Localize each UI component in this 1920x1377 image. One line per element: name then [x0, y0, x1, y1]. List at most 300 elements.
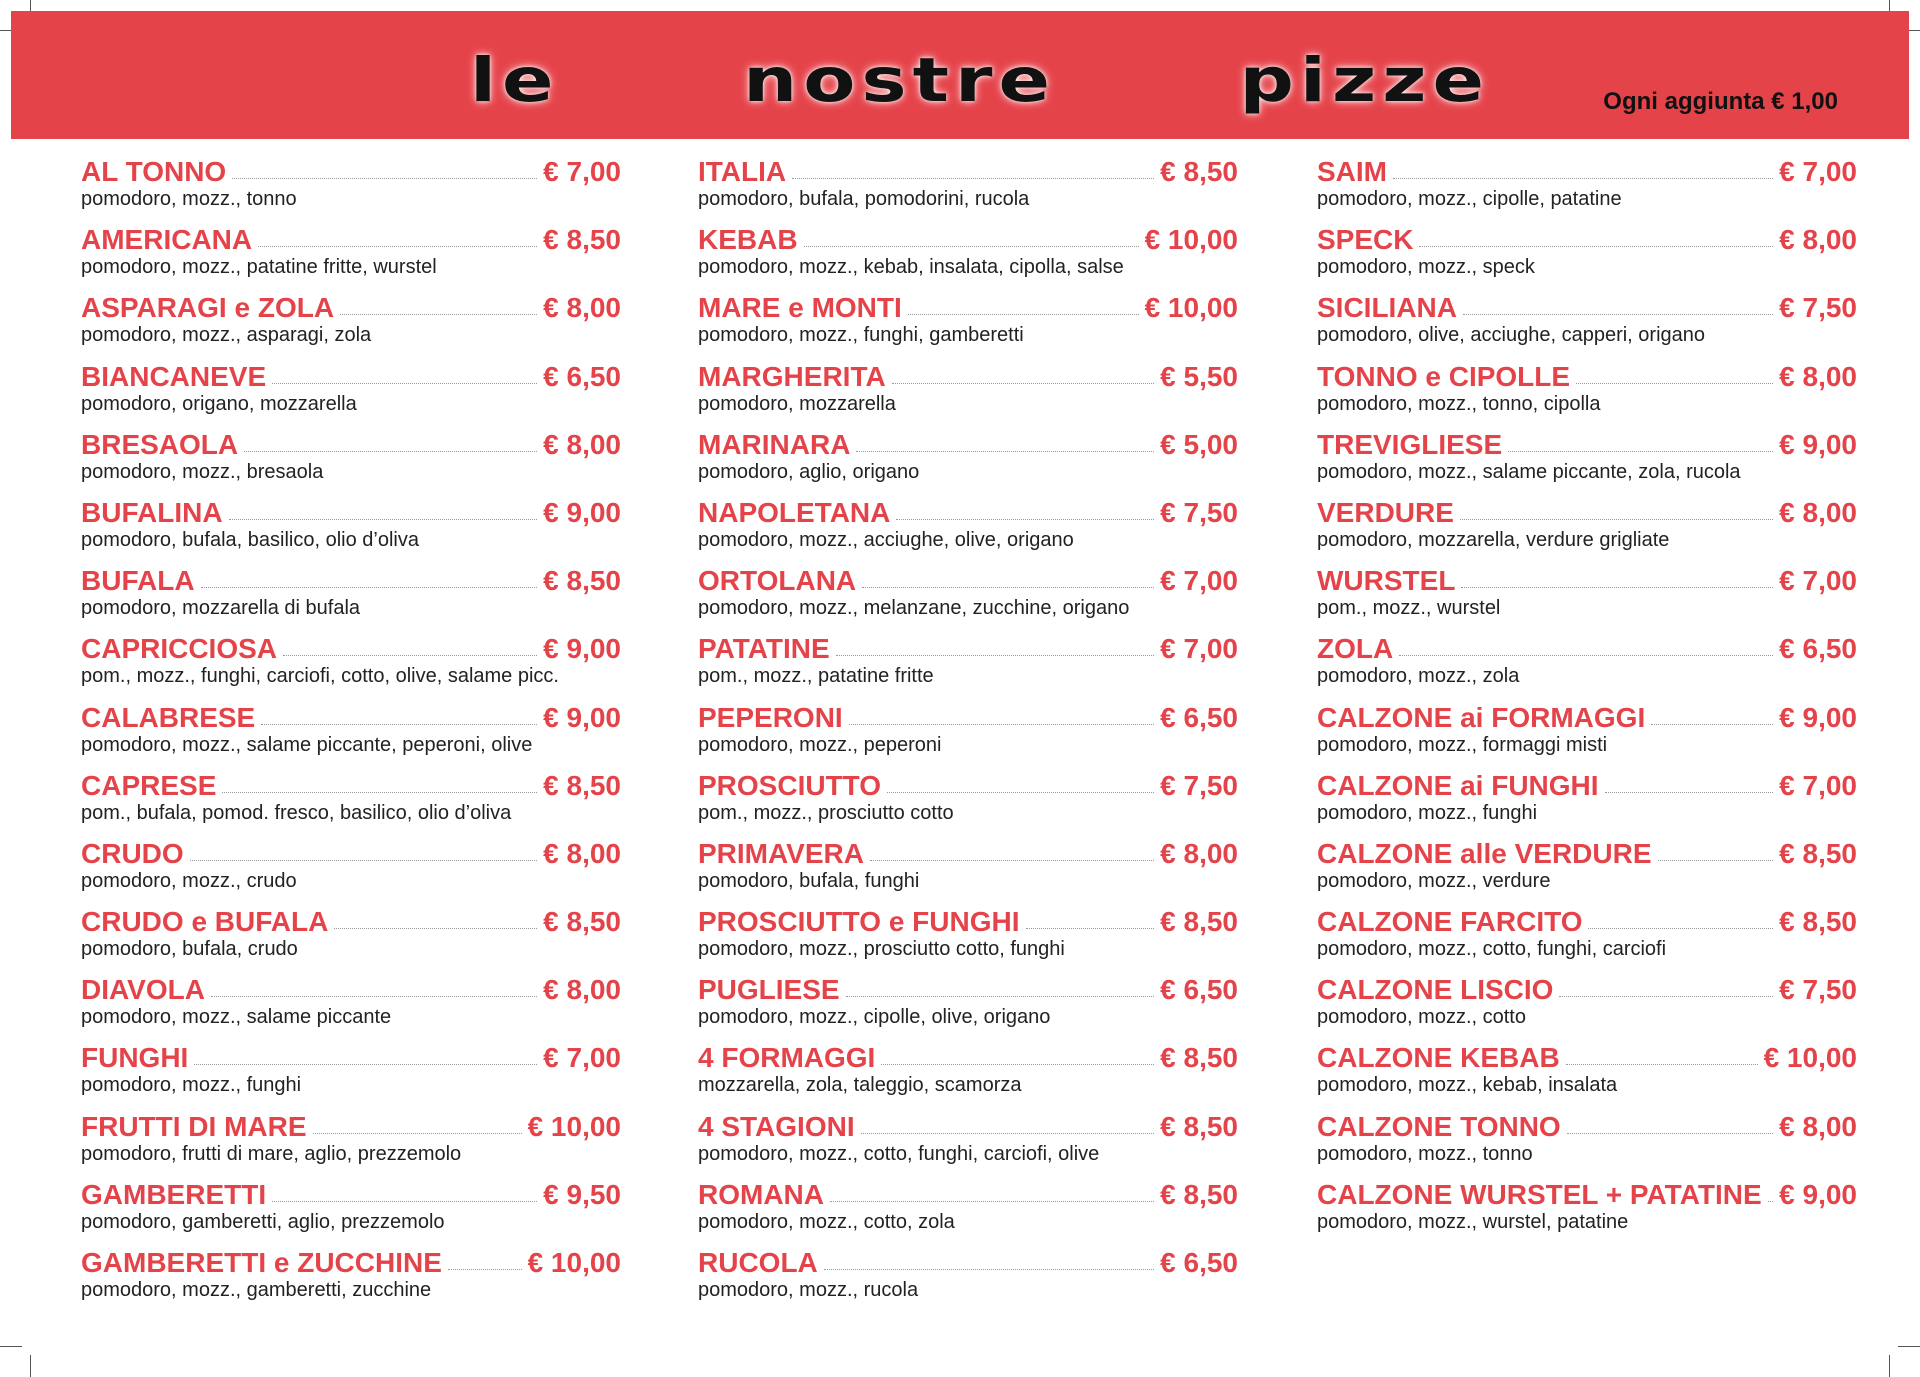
pizza-price: € 7,00 [1779, 156, 1857, 187]
menu-item-header [1317, 426, 1857, 460]
menu-item-header [698, 630, 1238, 664]
dot-leader [194, 1063, 537, 1065]
pizza-ingredients: pomodoro, mozz., funghi, gamberetti [698, 324, 1024, 347]
dot-leader [1566, 1063, 1758, 1065]
menu-item-header [698, 494, 1238, 528]
menu-item-header [698, 699, 1238, 733]
menu-item-header [698, 1176, 1238, 1210]
pizza-ingredients: pomodoro, mozz., bresaola [81, 460, 324, 483]
menu-item-header [1317, 358, 1857, 392]
pizza-name: PATATINE [698, 633, 830, 665]
pizza-price: € 6,50 [1160, 1247, 1238, 1278]
dot-leader [887, 791, 1154, 793]
menu-item-header [698, 426, 1238, 460]
dot-leader [1576, 382, 1773, 384]
dot-leader [1463, 313, 1773, 315]
crop-mark [0, 1346, 22, 1347]
pizza-name: CAPRESE [81, 769, 217, 801]
dot-leader [1567, 1132, 1773, 1134]
pizza-ingredients: pomodoro, mozz., cotto [1317, 1006, 1526, 1029]
menu-item [698, 699, 1238, 767]
pizza-name: BIANCANEVE [81, 360, 267, 392]
pizza-ingredients: pomodoro, mozz., wurstel, patatine [1317, 1210, 1629, 1233]
pizza-ingredients: pomodoro, mozz., cipolle, patatine [1317, 188, 1622, 210]
pizza-price: € 8,00 [1160, 837, 1238, 869]
menu-item-header [1317, 699, 1857, 733]
dot-leader [1658, 859, 1774, 861]
pizza-ingredients: pomodoro, mozz., salame piccante [81, 1006, 392, 1029]
pizza-name: VERDURE [1317, 496, 1454, 528]
crop-mark [30, 1355, 31, 1377]
pizza-ingredients: pomodoro, mozz., tonno [81, 188, 297, 210]
crop-mark [1898, 1346, 1920, 1347]
pizza-name: CALZONE TONNO [1317, 1110, 1561, 1142]
pizza-price: € 7,00 [543, 1042, 621, 1074]
dot-leader [870, 859, 1154, 861]
menu-item-header [698, 153, 1238, 187]
pizza-name: ZOLA [1317, 633, 1394, 665]
menu-item-header [698, 221, 1238, 255]
dot-leader [272, 382, 537, 384]
pizza-price: € 10,00 [527, 1247, 621, 1278]
pizza-name: MARGHERITA [698, 360, 886, 392]
pizza-name: 4 STAGIONI [698, 1110, 855, 1142]
pizza-ingredients: pom., mozz., wurstel [1317, 597, 1501, 620]
pizza-ingredients: pomodoro, mozz., crudo [81, 869, 297, 892]
pizza-name: AMERICANA [81, 224, 253, 256]
dot-leader [340, 313, 537, 315]
crop-mark [1889, 1355, 1890, 1377]
pizza-price: € 8,50 [543, 565, 621, 597]
pizza-ingredients: pomodoro, mozz., salame piccante, zola, rucola [1317, 460, 1741, 483]
menu-item-header [81, 971, 621, 1005]
pizza-price: € 7,00 [1160, 565, 1238, 597]
pizza-name: PUGLIESE [698, 974, 840, 1006]
pizza-ingredients: pomodoro, mozz., funghi [1317, 801, 1538, 824]
menu-item-header [1317, 153, 1857, 187]
menu-item-header [81, 1039, 621, 1073]
dot-leader [861, 1132, 1155, 1134]
menu-item-header [698, 289, 1238, 323]
pizza-price: € 5,50 [1160, 360, 1238, 392]
pizza-ingredients: pomodoro, frutti di mare, aglio, prezzemolo [81, 1142, 462, 1165]
dot-leader [261, 723, 537, 725]
pizza-price: € 8,00 [1779, 1110, 1857, 1142]
pizza-name: SAIM [1317, 156, 1387, 187]
dot-leader [1399, 654, 1773, 656]
menu-item [81, 1176, 621, 1244]
dot-leader [804, 245, 1139, 247]
pizza-name: PROSCIUTTO [698, 769, 882, 801]
menu-item [1317, 1039, 1857, 1107]
menu-item [1317, 767, 1857, 835]
dot-leader [1393, 177, 1773, 179]
pizza-ingredients: pomodoro, mozz., prosciutto cotto, funghi [698, 938, 1065, 961]
menu-item-header [1317, 1176, 1857, 1210]
pizza-price: € 6,50 [543, 360, 621, 392]
menu-item-header [1317, 630, 1857, 664]
menu-item [81, 903, 621, 971]
pizza-ingredients: mozzarella, zola, taleggio, scamorza [698, 1074, 1022, 1097]
pizza-ingredients: pomodoro, mozz., funghi [81, 1074, 302, 1097]
dot-leader [1588, 927, 1773, 929]
menu-item [81, 767, 621, 835]
menu-item [81, 1108, 621, 1176]
pizza-price: € 8,50 [543, 769, 621, 801]
menu-item-header [1317, 1108, 1857, 1142]
pizza-name: CALABRESE [81, 701, 256, 733]
menu-item-header [81, 767, 621, 801]
pizza-price: € 8,00 [1779, 496, 1857, 528]
pizza-price: € 8,50 [1160, 1042, 1238, 1074]
pizza-price: € 7,00 [1779, 565, 1857, 597]
pizza-price: € 8,50 [1160, 1110, 1238, 1142]
pizza-ingredients: pomodoro, mozz., tonno [1317, 1142, 1533, 1165]
pizza-price: € 10,00 [527, 1110, 621, 1142]
pizza-ingredients: pomodoro, bufala, basilico, olio d’oliva [81, 528, 419, 551]
menu-item [81, 630, 621, 698]
menu-item-header [1317, 971, 1857, 1005]
menu-item [698, 767, 1238, 835]
dot-leader [211, 995, 537, 997]
dot-leader [1768, 1200, 1774, 1202]
dot-leader [272, 1200, 537, 1202]
menu-item-header [698, 767, 1238, 801]
pizza-price: € 7,50 [1779, 974, 1857, 1006]
pizza-name: ITALIA [698, 156, 787, 187]
dot-leader [334, 927, 537, 929]
menu-item-header [81, 699, 621, 733]
menu-item-header [698, 562, 1238, 596]
pizza-ingredients: pomodoro, olive, acciughe, capperi, origano [1317, 324, 1706, 347]
dot-leader [1419, 245, 1773, 247]
dot-leader [862, 586, 1154, 588]
menu-item-header [81, 153, 621, 187]
dot-leader [283, 654, 537, 656]
menu-item [81, 358, 621, 426]
pizza-price: € 8,50 [1160, 156, 1238, 187]
dot-leader [313, 1132, 522, 1134]
menu-item-header [81, 1176, 621, 1210]
menu-item-header [81, 221, 621, 255]
pizza-price: € 7,50 [1160, 496, 1238, 528]
pizza-ingredients: pomodoro, mozz., kebab, insalata [1317, 1074, 1618, 1097]
pizza-ingredients: pomodoro, mozz., zola [1317, 665, 1520, 688]
pizza-name: PRIMAVERA [698, 837, 864, 869]
pizza-name: ORTOLANA [698, 565, 857, 597]
pizza-name: WURSTEL [1317, 565, 1456, 597]
menu-item-header [1317, 221, 1857, 255]
pizza-name: FRUTTI DI MARE [81, 1110, 307, 1142]
menu-item-header [698, 1108, 1238, 1142]
menu-item [1317, 1176, 1857, 1244]
menu-item-header [81, 358, 621, 392]
pizza-price: € 8,00 [543, 428, 621, 460]
title-word: le [470, 44, 560, 116]
pizza-ingredients: pomodoro, mozz., tonno, cipolla [1317, 392, 1601, 415]
pizza-price: € 8,00 [543, 974, 621, 1006]
menu-item [1317, 903, 1857, 971]
pizza-price: € 6,50 [1160, 974, 1238, 1006]
dot-leader [792, 177, 1154, 179]
dot-leader [849, 723, 1154, 725]
dot-leader [232, 177, 537, 179]
pizza-ingredients: pomodoro, mozz., salame piccante, peperoni, olive [81, 733, 533, 756]
dot-leader [1651, 723, 1773, 725]
pizza-price: € 8,50 [1779, 906, 1857, 938]
dot-leader [222, 791, 537, 793]
menu-item-header [81, 426, 621, 460]
pizza-name: BUFALINA [81, 496, 223, 528]
pizza-price: € 8,50 [543, 224, 621, 256]
dot-leader [1460, 518, 1773, 520]
pizza-name: RUCOLA [698, 1247, 818, 1278]
pizza-price: € 10,00 [1144, 224, 1238, 256]
menu-item [698, 1108, 1238, 1176]
pizza-price: € 9,50 [543, 1178, 621, 1210]
pizza-ingredients: pomodoro, mozzarella di bufala [81, 597, 361, 620]
pizza-ingredients: pomodoro, mozz., cotto, zola [698, 1210, 955, 1233]
pizza-ingredients: pomodoro, bufala, crudo [81, 938, 298, 961]
dot-leader [1605, 791, 1774, 793]
pizza-price: € 9,00 [1779, 428, 1857, 460]
pizza-name: TONNO e CIPOLLE [1317, 360, 1571, 392]
dot-leader [881, 1063, 1154, 1065]
menu-item [81, 153, 621, 221]
pizza-name: ROMANA [698, 1178, 824, 1210]
pizza-price: € 7,50 [1160, 769, 1238, 801]
dot-leader [1559, 995, 1773, 997]
menu-item [698, 903, 1238, 971]
pizza-ingredients: pomodoro, mozz., patatine fritte, wurstel [81, 256, 437, 279]
extra-topping-note: Ogni aggiunta € 1,00 [1603, 88, 1838, 115]
dot-leader [830, 1200, 1154, 1202]
dot-leader [1461, 586, 1773, 588]
pizza-price: € 8,50 [543, 906, 621, 938]
pizza-ingredients: pomodoro, mozz., peperoni [698, 733, 942, 756]
menu-item-header [1317, 903, 1857, 937]
menu-item [1317, 153, 1857, 221]
pizza-name: PROSCIUTTO e FUNGHI [698, 906, 1020, 938]
pizza-name: CALZONE ai FORMAGGI [1317, 701, 1646, 733]
menu-item [1317, 562, 1857, 630]
pizza-name: CALZONE FARCITO [1317, 906, 1583, 938]
menu-item [698, 221, 1238, 289]
pizza-ingredients: pomodoro, mozz., cotto, funghi, carciofi, olive [698, 1142, 1100, 1165]
pizza-ingredients: pom., mozz., prosciutto cotto [698, 801, 954, 824]
menu-item-header [1317, 1039, 1857, 1073]
menu-item [698, 835, 1238, 903]
menu-column-1 [81, 153, 621, 1312]
pizza-ingredients: pomodoro, mozz., rucola [698, 1279, 919, 1301]
pizza-ingredients: pomodoro, mozz., formaggi misti [1317, 733, 1608, 756]
menu-item [698, 630, 1238, 698]
menu-item [698, 1176, 1238, 1244]
menu-item-header [698, 903, 1238, 937]
menu-item [1317, 494, 1857, 562]
pizza-price: € 8,00 [543, 292, 621, 324]
pizza-price: € 9,00 [543, 496, 621, 528]
dot-leader [824, 1268, 1154, 1270]
pizza-name: NAPOLETANA [698, 496, 891, 528]
pizza-price: € 9,00 [1779, 1178, 1857, 1210]
pizza-name: CAPRICCIOSA [81, 633, 278, 665]
pizza-price: € 10,00 [1144, 292, 1238, 324]
menu-item [81, 221, 621, 289]
pizza-price: € 7,00 [543, 156, 621, 187]
pizza-ingredients: pom., mozz., patatine fritte [698, 665, 934, 688]
menu-item [1317, 835, 1857, 903]
dot-leader [201, 586, 538, 588]
pizza-name: CRUDO e BUFALA [81, 906, 329, 938]
pizza-name: SPECK [1317, 224, 1414, 256]
dot-leader [908, 313, 1139, 315]
menu-column-2 [698, 153, 1238, 1312]
pizza-name: CALZONE WURSTEL + PATATINE [1317, 1178, 1762, 1210]
menu-item-header [1317, 562, 1857, 596]
pizza-name: DIAVOLA [81, 974, 205, 1006]
menu-item [698, 358, 1238, 426]
menu-item-header [81, 1244, 621, 1278]
menu-item-header [698, 1244, 1238, 1278]
menu-item [1317, 289, 1857, 357]
menu-item-header [698, 835, 1238, 869]
pizza-name: TREVIGLIESE [1317, 428, 1503, 460]
pizza-price: € 7,50 [1779, 292, 1857, 324]
pizza-ingredients: pomodoro, mozzarella [698, 392, 896, 415]
pizza-ingredients: pomodoro, mozz., verdure [1317, 869, 1551, 892]
dot-leader [856, 450, 1154, 452]
pizza-ingredients: pomodoro, mozz., gamberetti, zucchine [81, 1279, 432, 1301]
dot-leader [258, 245, 537, 247]
menu-item [698, 426, 1238, 494]
pizza-price: € 8,00 [1779, 224, 1857, 256]
pizza-price: € 9,00 [543, 633, 621, 665]
pizza-price: € 9,00 [1779, 701, 1857, 733]
menu-item [698, 1244, 1238, 1312]
pizza-ingredients: pomodoro, mozz., kebab, insalata, cipolla, salse [698, 256, 1124, 279]
menu-item-header [81, 289, 621, 323]
menu-item [698, 153, 1238, 221]
menu-item [698, 971, 1238, 1039]
menu-item-header [81, 835, 621, 869]
pizza-name: BRESAOLA [81, 428, 239, 460]
menu-item [698, 289, 1238, 357]
dot-leader [190, 859, 537, 861]
pizza-price: € 8,00 [543, 837, 621, 869]
pizza-ingredients: pom., bufala, pomod. fresco, basilico, olio d’oliva [81, 801, 512, 824]
pizza-ingredients: pomodoro, mozz., cotto, funghi, carciofi [1317, 938, 1667, 961]
menu-item-header [698, 1039, 1238, 1073]
pizza-price: € 8,50 [1160, 906, 1238, 938]
pizza-name: KEBAB [698, 224, 798, 256]
pizza-price: € 6,50 [1779, 633, 1857, 665]
pizza-name: CALZONE LISCIO [1317, 974, 1554, 1006]
menu-item [81, 289, 621, 357]
pizza-price: € 10,00 [1763, 1042, 1857, 1074]
pizza-ingredients: pomodoro, aglio, origano [698, 460, 920, 483]
pizza-ingredients: pomodoro, mozz., asparagi, zola [81, 324, 372, 347]
dot-leader [892, 382, 1154, 384]
menu-item [1317, 426, 1857, 494]
menu-item [81, 1244, 621, 1312]
pizza-ingredients: pomodoro, origano, mozzarella [81, 392, 357, 415]
pizza-name: GAMBERETTI [81, 1178, 267, 1210]
pizza-ingredients: pomodoro, mozz., speck [1317, 256, 1535, 279]
pizza-name: SICILIANA [1317, 292, 1457, 324]
menu-item [1317, 221, 1857, 289]
menu-item [698, 1039, 1238, 1107]
dot-leader [836, 654, 1154, 656]
menu-item-header [81, 1108, 621, 1142]
menu-item [81, 562, 621, 630]
pizza-ingredients: pomodoro, gamberetti, aglio, prezzemolo [81, 1210, 445, 1233]
menu-item [81, 1039, 621, 1107]
pizza-name: ASPARAGI e ZOLA [81, 292, 335, 324]
menu-item [81, 494, 621, 562]
menu-item-header [1317, 494, 1857, 528]
menu-item-header [1317, 835, 1857, 869]
pizza-name: BUFALA [81, 565, 195, 597]
menu-item [698, 494, 1238, 562]
menu-item-header [81, 494, 621, 528]
pizza-price: € 8,00 [1779, 360, 1857, 392]
pizza-ingredients: pomodoro, mozzarella, verdure grigliate [1317, 528, 1670, 551]
pizza-name: CALZONE ai FUNGHI [1317, 769, 1599, 801]
menu-item-header [698, 971, 1238, 1005]
pizza-name: GAMBERETTI e ZUCCHINE [81, 1247, 442, 1278]
pizza-ingredients: pomodoro, bufala, pomodorini, rucola [698, 188, 1030, 210]
menu-item [81, 835, 621, 903]
pizza-ingredients: pom., mozz., funghi, carciofi, cotto, olive, salame picc. [81, 665, 559, 688]
pizza-name: CALZONE alle VERDURE [1317, 837, 1652, 869]
pizza-price: € 6,50 [1160, 701, 1238, 733]
dot-leader [1026, 927, 1155, 929]
menu-item [1317, 699, 1857, 767]
pizza-price: € 7,00 [1160, 633, 1238, 665]
menu-item [81, 699, 621, 767]
menu-item [81, 971, 621, 1039]
menu-item-header [81, 630, 621, 664]
menu-item [1317, 358, 1857, 426]
menu-item [698, 562, 1238, 630]
menu-item-header [81, 903, 621, 937]
pizza-name: 4 FORMAGGI [698, 1042, 876, 1074]
dot-leader [846, 995, 1155, 997]
pizza-name: CALZONE KEBAB [1317, 1042, 1560, 1074]
menu-item-header [698, 358, 1238, 392]
menu-item-header [1317, 289, 1857, 323]
pizza-price: € 9,00 [543, 701, 621, 733]
pizza-price: € 8,50 [1779, 837, 1857, 869]
pizza-name: CRUDO [81, 837, 184, 869]
menu-column-3 [1317, 153, 1857, 1244]
pizza-name: AL TONNO [81, 156, 227, 187]
title-word: nostre [743, 44, 1057, 116]
pizza-ingredients: pomodoro, bufala, funghi [698, 869, 920, 892]
menu-item [81, 426, 621, 494]
dot-leader [896, 518, 1154, 520]
menu-item-header [1317, 767, 1857, 801]
pizza-ingredients: pomodoro, mozz., cipolle, olive, origano [698, 1006, 1051, 1029]
dot-leader [244, 450, 537, 452]
pizza-name: FUNGHI [81, 1042, 189, 1074]
pizza-name: MARINARA [698, 428, 851, 460]
pizza-name: PEPERONI [698, 701, 843, 733]
pizza-ingredients: pomodoro, mozz., acciughe, olive, origano [698, 528, 1074, 551]
menu-item-header [81, 562, 621, 596]
pizza-price: € 5,00 [1160, 428, 1238, 460]
